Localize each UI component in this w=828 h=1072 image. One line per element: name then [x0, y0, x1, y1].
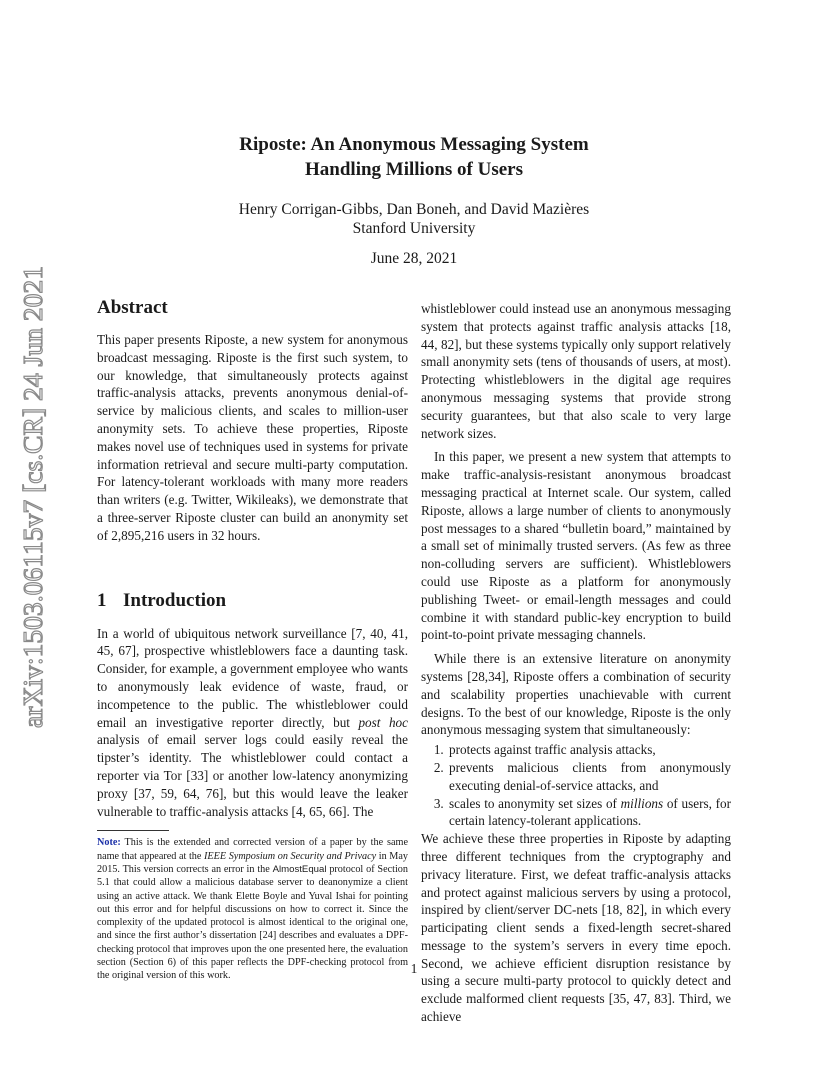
left-column: [97, 296, 408, 983]
arxiv-stamp: [10, 258, 50, 728]
properties-list: [421, 741, 731, 830]
affiliation: Stanford University: [352, 220, 476, 237]
footnote-venue: IEEE Symposium on Security and Privacy: [204, 850, 377, 862]
right-paragraph-3: While there is an extensive literature on anonymity systems [28,34], Riposte offers a combination of security and scalability properties unachievable with current designs. To the best of our knowledge, Riposte is the only anonymous messaging system that simultaneously:: [421, 651, 731, 738]
list-item: 2. prevents malicious clients from anonymously executing denial-of-service attacks, and: [447, 759, 731, 795]
footnote-text-2: in May 2015. This version corrects an error in the: [97, 850, 408, 875]
list-text-b: of users, for certain latency-tolerant applications.: [449, 795, 732, 829]
right-paragraph-1: whistleblower could instead use an anonymous messaging system that protects against traffic analysis attacks [18, 44, 82], but these systems typically only support relatively small anonymity sets (tens of thousands of users, at most). Protecting whistleblowers in the digital age requires anonymous messaging systems that provide strong security guarantees, but that also scale to very large network sizes.: [421, 301, 731, 441]
intro-text-a: In a world of ubiquitous network surveillance [7, 40, 41, 45, 67], prospective whistleblowers face a daunting task. Consider, for example, a government employee who wants to anonymously leak evidence of waste, fraud, or incompetence to the public. The whistleblower could email an investigative reporter directly, but: [97, 625, 408, 730]
title-line-2: Handling Millions of Users: [305, 159, 523, 180]
arxiv-id: arXiv:1503.06115v7 [cs.CR] 24 Jun 2021: [18, 276, 48, 728]
list-text-a: scales to anonymity set sizes of: [449, 795, 621, 811]
footnote-text-1: This is the extended and corrected version of a paper by the same name that appeared at the: [97, 837, 408, 862]
section-number: 1: [97, 589, 107, 611]
paper-title: [0, 132, 828, 182]
intro-heading: [97, 589, 408, 613]
list-item: 1. protects against traffic analysis attacks,: [447, 741, 731, 759]
footnote-text-3: protocol of Section 5.1 that could allow a malicious database server to deanonymize a client using an active attack. We thank Elette Boyle and Yuval Ishai for pointing out this error and for helpful discussions on how to correct it. Since the complexity of the updated protocol is almost identical to the original one, and since the first author’s dissertation [24] describes and evaluates a DPF-checking protocol that improves upon the one presented here, the evaluation section (Section 6) of this paper reflects the DPF-checking protocol from the original version of this work.: [97, 863, 408, 982]
paper-date: June 28, 2021: [370, 250, 458, 267]
authors: Henry Corrigan-Gibbs, Dan Boneh, and David Mazières: [238, 201, 590, 218]
intro-paragraph-1: [97, 625, 408, 821]
abstract-heading: Abstract: [97, 297, 168, 318]
list-item: [447, 795, 731, 831]
abstract-body: This paper presents Riposte, a new system for anonymous broadcast messaging. Riposte is the first such system, to our knowledge, that simultaneously protects against traffic-analysis attacks, prevents anonymous denial-of-service by malicious clients, and scales to million-user anonymity sets. To achieve these properties, Riposte makes novel use of techniques used in systems for private information retrieval and secure multi-party computation. For latency-tolerant workloads with many more readers than writers (e.g. Twitter, Wikileaks), we demonstrate that a three-server Riposte cluster can build an anonymity set of 2,895,216 users in 32 hours.: [97, 332, 408, 543]
title-line-1: Riposte: An Anonymous Messaging System: [239, 134, 589, 155]
footnote-code: AlmostEqual: [272, 863, 327, 875]
footnote-rule: [97, 830, 169, 831]
right-paragraph-4: We achieve these three properties in Riposte by adapting three different techniques from the cryptography and privacy literature. First, we defeat traffic-analysis attacks and protect against malicious servers by using a protocol, inspired by client/server DC-nets [18, 82], in which every participating client sends a fixed-length secret-shared message to the system’s servers in every time epoch. Second, we achieve efficient disruption resistance by using a secure multi-party protocol to quickly detect and exclude malformed client requests [35, 47, 83]. Third, we achieve: [421, 831, 731, 1025]
page-number: 1: [410, 961, 418, 976]
section-title: Introduction: [123, 589, 227, 611]
right-column: [421, 300, 731, 1026]
author-block: [0, 200, 828, 238]
intro-text-b: analysis of email server logs could easily reveal the tipster’s identity. The whistleblower could contact a reporter via Tor [33] or another low-latency anonymizing proxy [37, 59, 64, 76], but this would leave the leaker vulnerable to traffic-analysis attacks [4, 65, 66]. The: [97, 732, 408, 819]
right-paragraph-2: In this paper, we present a new system that attempts to make traffic-analysis-resistant anonymous broadcast messaging practical at Internet scale. Our system, called Riposte, allows a large number of clients to anonymously post messages to a shared “bulletin board,” maintained by a small set of minimally trusted servers. (As few as three non-colluding servers are sufficient). Whistleblowers could use Riposte as a platform for anonymously publishing Tweet- or email-length messages and could combine it with standard public-key encryption to build point-to-point private messaging channels.: [421, 449, 731, 643]
intro-emphasis: post hoc: [358, 714, 408, 730]
list-emphasis: millions: [620, 795, 664, 811]
footnote-label: Note:: [97, 837, 121, 849]
